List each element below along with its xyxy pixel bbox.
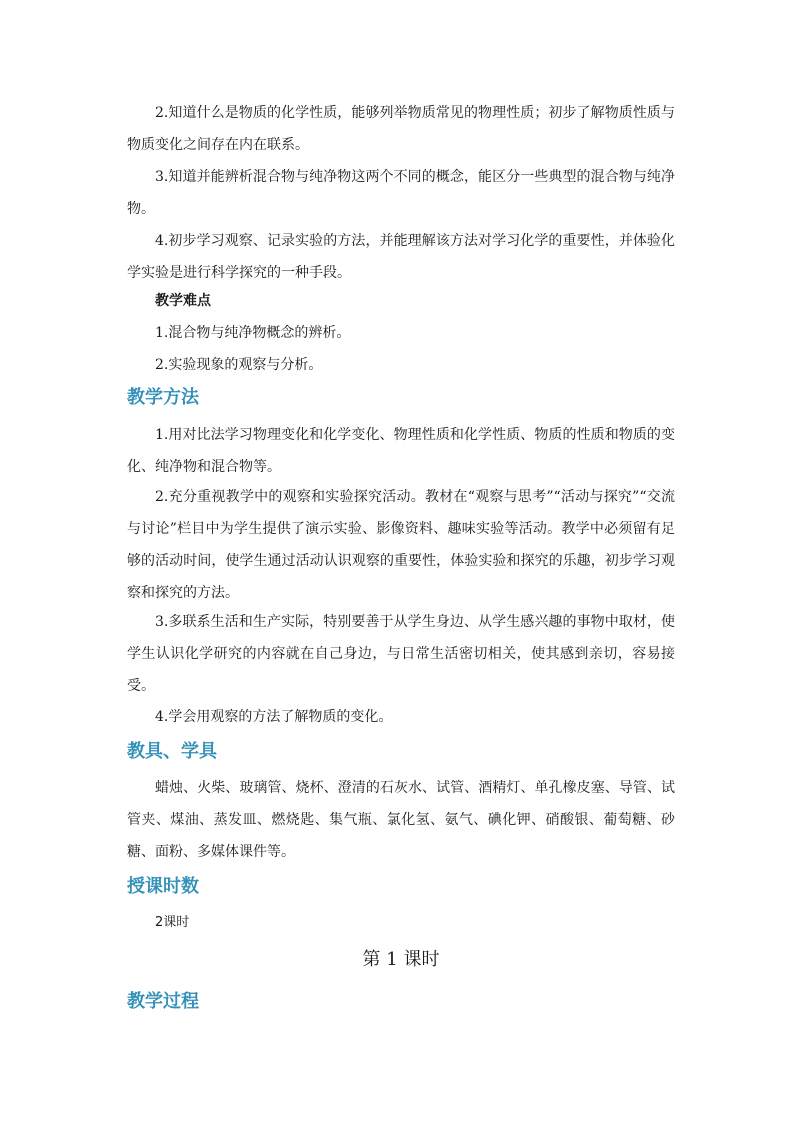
tools-heading: 教具、学具: [127, 741, 217, 762]
method-item-4: 4.学会用观察的方法了解物质的变化。: [155, 709, 393, 725]
method-item-3: 3.多联系生活和生产实际，特别要善于从学生身边、从学生感兴趣的事物中取材，使学生认识化学研究的内容就在自己身边，与日常生活密切相关，使其感到亲切，容易接受。: [127, 614, 675, 694]
difficulty-item-1: 1.混合物与纯净物概念的辨析。: [155, 325, 351, 341]
difficulty-item-2: 2.实验现象的观察与分析。: [155, 357, 323, 373]
methods-heading: 教学方法: [127, 387, 199, 408]
lesson-title: 第 1 课时: [362, 949, 440, 970]
difficulty-heading: 教学难点: [155, 293, 211, 309]
tools-list: 蜡烛、火柴、玻璃管、烧杯、澄清的石灰水、试管、酒精灯、单孔橡皮塞、导管、试管夹、煤油、蒸发皿、燃烧匙、集气瓶、氯化氢、氨气、碘化钾、硝酸银、葡萄糖、砂糖、面粉、多媒体课件等。: [127, 780, 675, 860]
hours-heading: 授课时数: [127, 876, 199, 897]
hours-value: 2课时: [155, 915, 190, 930]
goal-item-4: 4.初步学习观察、记录实验的方法，并能理解该方法对学习化学的重要性，并体验化学实验是进行科学探究的一种手段。: [127, 233, 675, 281]
method-item-2: 2.充分重视教学中的观察和实验探究活动。教材在“观察与思考”“活动与探究”“交流与讨论”栏目中为学生提供了演示实验、影像资料、趣味实验等活动。教学中必须留有足够的活动时间，使学生通过活动认识观察的重要性，体验实验和探究的乐趣，初步学习观察和探究的方法。: [127, 489, 675, 601]
method-item-1: 1.用对比法学习物理变化和化学变化、物理性质和化学性质、物质的性质和物质的变化、纯净物和混合物等。: [127, 427, 675, 475]
goal-item-3: 3.知道并能辨析混合物与纯净物这两个不同的概念，能区分一些典型的混合物与纯净物。: [127, 169, 675, 217]
process-heading: 教学过程: [127, 991, 199, 1012]
goal-item-2: 2.知道什么是物质的化学性质，能够列举物质常见的物理性质；初步了解物质性质与物质变化之间存在内在联系。: [127, 105, 675, 153]
